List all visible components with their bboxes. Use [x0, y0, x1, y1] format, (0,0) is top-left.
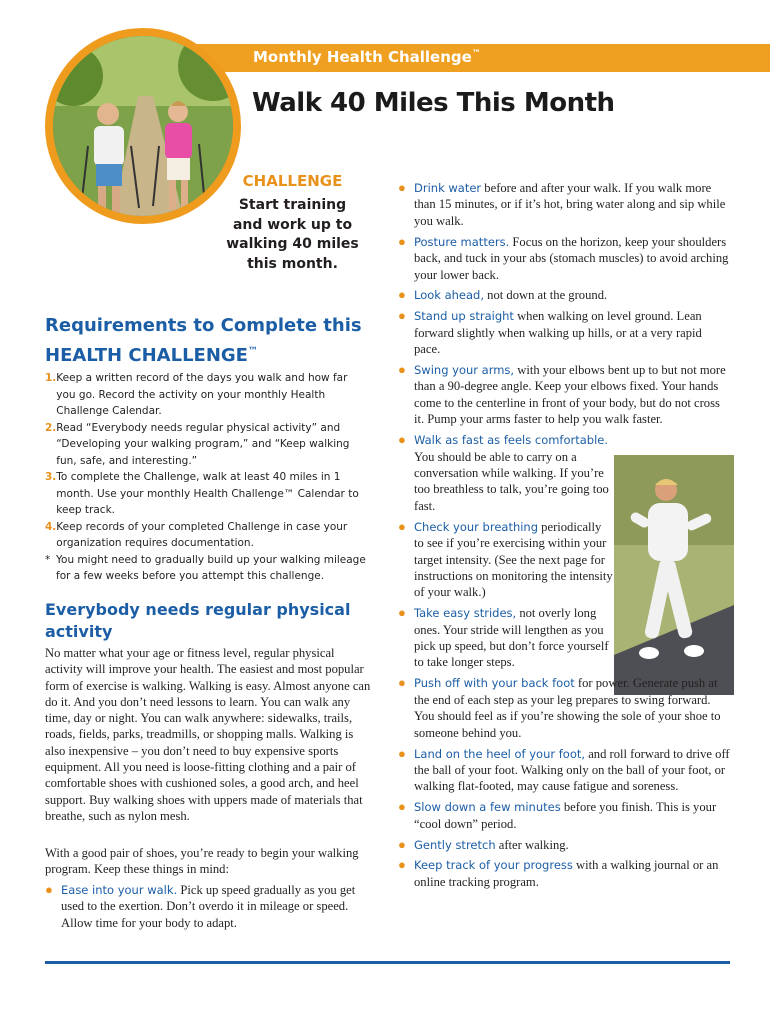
shoes-paragraph: With a good pair of shoes, you’re ready to begin your walking program. Keep these things in mind: — [45, 846, 359, 877]
bullet-dot-icon: ● — [398, 362, 406, 378]
bullet-dot-icon: ● — [398, 287, 406, 303]
tip-item: ● Drink water before and after your walk. If you walk more than 15 minutes, or if it’s hot, bring water along and sip while you walk. — [398, 180, 726, 228]
bullet-dot-icon: ● — [45, 882, 53, 897]
requirement-item: 2. Read “Everybody needs regular physical activity” and “Developing your walking program,” and “Keep walking fun, safe, and interesting.” — [45, 421, 350, 467]
requirements-list — [45, 370, 370, 585]
tip-item: ● Land on the heel of your foot, and roll forward to drive off the ball of your foot. Walking only on the ball of your foot, or walking flat-footed, may cause fatigue and soreness. — [398, 745, 730, 794]
bullet-dot-icon: ● — [398, 308, 406, 324]
tip-item: ● Posture matters. Focus on the horizon, keep your shoulders back, and tuck in your abs (stomach muscles) to avoid arching your lower back. — [398, 233, 729, 282]
requirement-note: * You might need to gradually build up your walking mileage for a few weeks before you attempt this challenge. — [45, 553, 366, 582]
banner-label: Monthly Health Challenge™ — [253, 48, 481, 66]
challenge-callout — [220, 172, 365, 274]
activity-heading: Everybody needs regular physical activity — [45, 600, 351, 641]
bullet-dot-icon: ● — [398, 180, 406, 195]
bullet-dot-icon: ● — [398, 745, 406, 761]
bullet-dot-icon: ● — [398, 518, 406, 534]
bullet-dot-icon: ● — [398, 857, 406, 873]
requirement-item: 4. Keep records of your completed Challenge in case your organization requires documentation. — [45, 520, 348, 549]
challenge-text: Start training and work up to walking 40 miles this month. — [226, 197, 359, 272]
requirement-item: 1. Keep a written record of the days you walk and how far you go. Record the activity on your monthly Health Challenge Calendar. — [45, 372, 348, 417]
bullet-dot-icon: ● — [398, 432, 406, 448]
tip-item: ● Push off with your back foot for power. Generate push at the end of each step as your leg prepares to swing forward. You should feel as if you’re showing the sole of your shoe to someone behind you. — [398, 675, 721, 740]
bullet-dot-icon: ● — [398, 836, 406, 852]
ease-bullet: ● Ease into your walk. Pick up speed gradually as you get used to the exertion. Don’t overdo it in mileage or speed. Allow time for your body to adapt. — [45, 882, 356, 930]
walkers-photo — [45, 28, 241, 224]
page-title: Walk 40 Miles This Month — [252, 88, 615, 118]
footer-divider — [45, 961, 730, 964]
tip-item: ● Gently stretch after walking. — [398, 836, 569, 852]
activity-paragraph: No matter what your age or fitness level, regular physical activity will improve your health. The easiest and most popular form of exercise is walking. Walking is easy. Almost anyone can do it. And you don’t need lessons to learn. You can walk any time, day or night. You can walk anywhere: sidewalks, trails, roads, fields, parks, treadmills, or shopping malls. Walking is also inexpensive – you don’t need to buy expensive sports equipment. All you need is loose-fitting clothing and a pair of comfortable shoes with cushioned soles, a good arch, and heel support. Buy walking shoes with uppers made of materials that breathe, such as nylon mesh. — [45, 646, 371, 823]
tip-item: ● Slow down a few minutes before you finish. This is your “cool down” period. — [398, 799, 717, 831]
challenge-heading: CHALLENGE — [242, 172, 343, 190]
walking-tips-list — [398, 180, 730, 895]
bullet-dot-icon: ● — [398, 799, 406, 815]
requirements-heading: Requirements to Complete this HEALTH CHALLENGE™ — [45, 315, 362, 366]
tip-item: ● Keep track of your progress with a walking journal or an online tracking program. — [398, 857, 719, 889]
tip-item: ● Take easy strides, not overly long ones. Your stride will lengthen as you pick up speed, but don’t force yourself to take longer steps. — [398, 605, 609, 670]
bullet-dot-icon: ● — [398, 605, 406, 621]
tip-item: ● Look ahead, not down at the ground. — [398, 287, 608, 303]
bullet-dot-icon: ● — [398, 675, 406, 691]
tip-item: ● Walk as fast as feels comfortable. You should be able to carry on a conversation while walking. If you’re too breathless to talk, you’re going too fast. — [398, 432, 609, 513]
tip-item: ● Check your breathing periodically to see if you’re exercising within your target intensity. (See the next page for instructions on monitoring the intensity of your walk.) — [398, 518, 613, 600]
tip-item: ● Swing your arms, with your elbows bent up to but not more than a 90-degree angle. Keep your elbows fixed. Your hands come to the centerline in front of your body, but do not cross it. Pump your arms faster to help you walk faster. — [398, 362, 726, 427]
tip-item: ● Stand up straight when walking on level ground. Lean forward slightly when walking up hills, or at a very rapid pace. — [398, 308, 702, 357]
bullet-dot-icon: ● — [398, 233, 406, 249]
requirement-item: 3. To complete the Challenge, walk at least 40 miles in 1 month. Use your monthly Health Challenge™ Calendar to keep track. — [45, 471, 359, 516]
